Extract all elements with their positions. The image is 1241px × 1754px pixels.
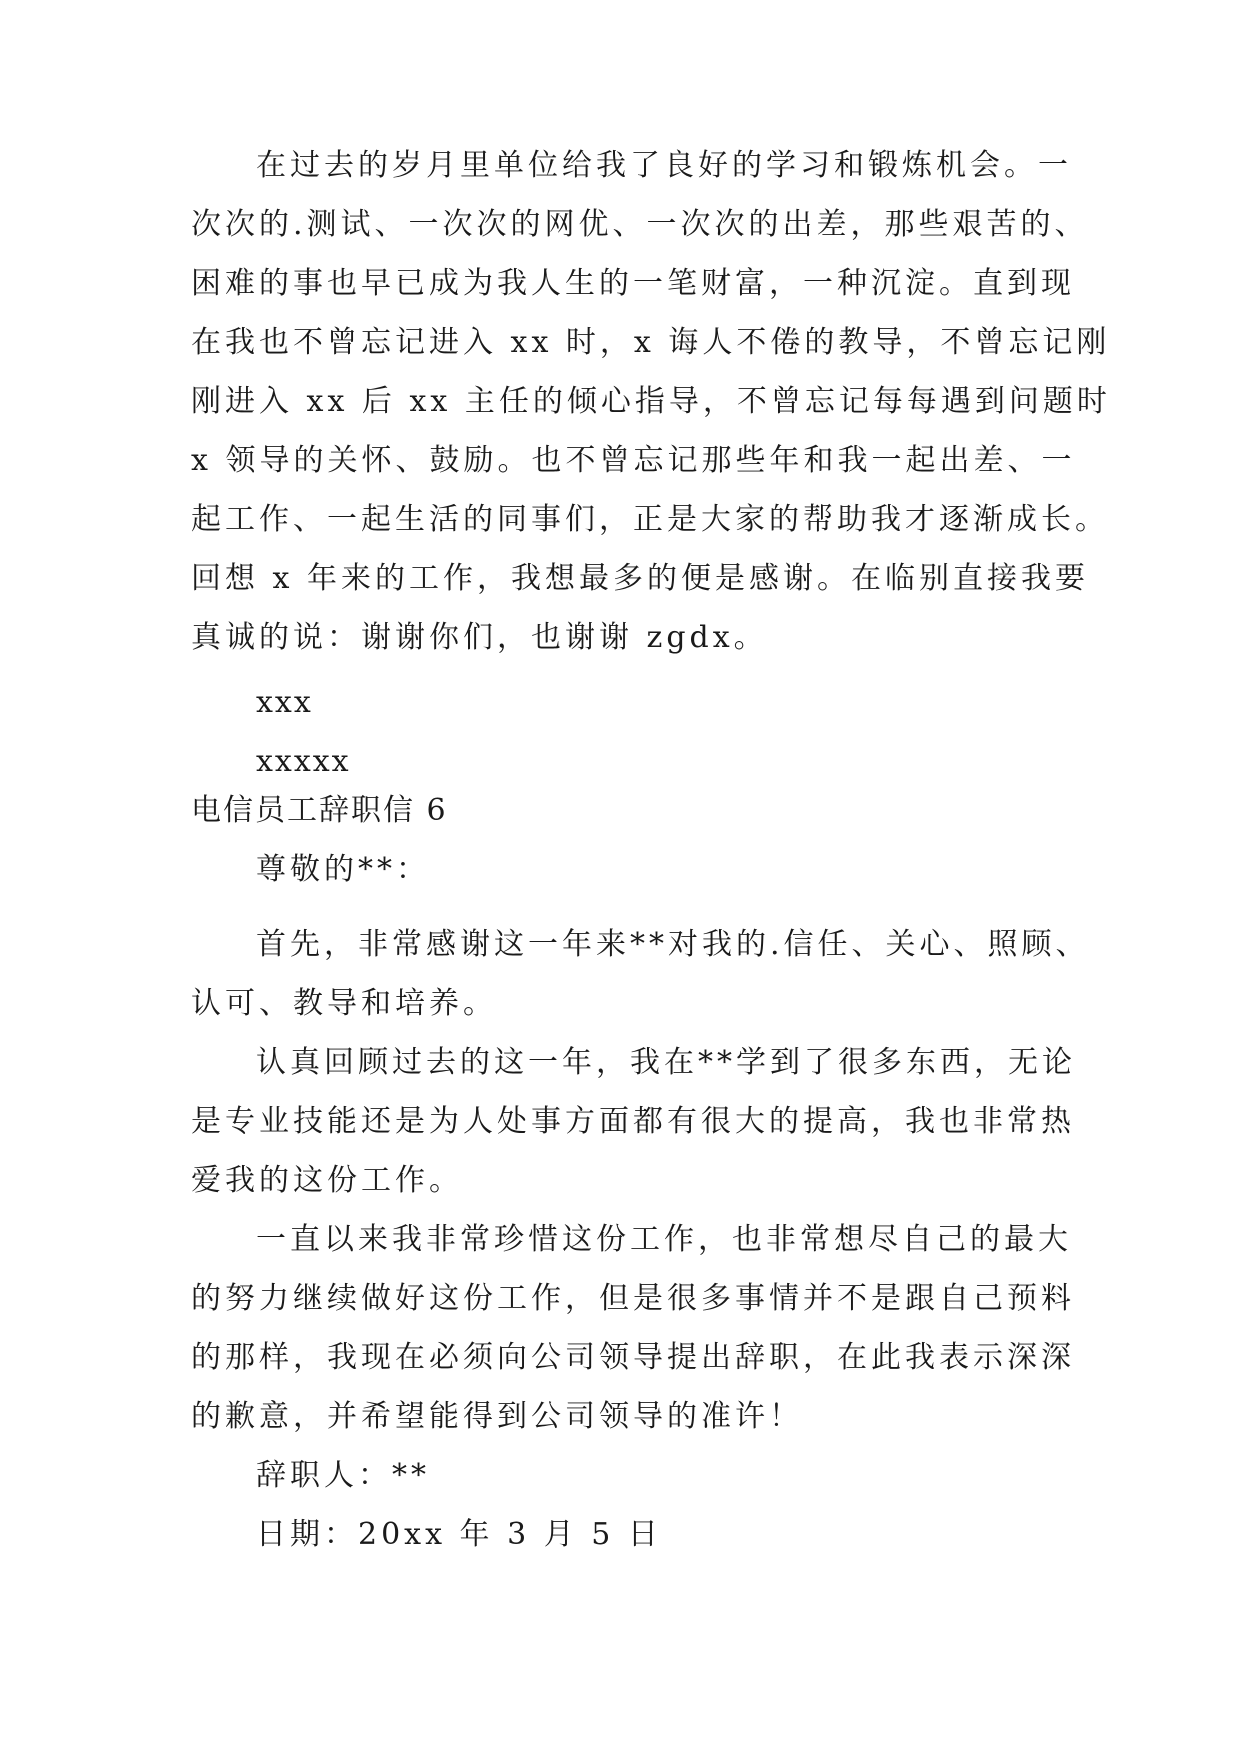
paragraph-1-line: 真诚的说：谢谢你们，也谢谢 zgdx。 <box>191 620 768 655</box>
paragraph-1-line: 困难的事也早已成为我人生的一笔财富，一种沉淀。直到现 <box>191 266 1075 301</box>
paragraph-1-line: 刚进入 xx 后 xx 主任的倾心指导，不曾忘记每每遇到问题时 <box>191 384 1111 419</box>
paragraph-1-line: x 领导的关怀、鼓励。也不曾忘记那些年和我一起出差、一 <box>191 443 1076 478</box>
paragraph-3-line: 认真回顾过去的这一年，我在**学到了很多东西，无论 <box>256 1045 1076 1080</box>
paragraph-2-line: 首先，非常感谢这一年来**对我的.信任、关心、照顾、 <box>256 927 1090 962</box>
salutation: 尊敬的**： <box>256 852 430 887</box>
paragraph-1-line: 起工作、一起生活的同事们，正是大家的帮助我才逐渐成长。 <box>191 502 1109 537</box>
paragraph-1-line: 在我也不曾忘记进入 xx 时，x 诲人不倦的教导，不曾忘记刚 <box>191 325 1111 360</box>
paragraph-4-line: 的努力继续做好这份工作，但是很多事情并不是跟自己预料 <box>191 1281 1075 1316</box>
signature-name: xxx <box>256 685 313 720</box>
paragraph-1-line: 在过去的岁月里单位给我了良好的学习和锻炼机会。一 <box>256 148 1072 183</box>
paragraph-2-line: 认可、教导和培养。 <box>191 986 497 1021</box>
paragraph-4-line: 一直以来我非常珍惜这份工作，也非常想尽自己的最大 <box>256 1222 1072 1257</box>
paragraph-1-line: 回想 x 年来的工作，我想最多的便是感谢。在临别直接我要 <box>191 561 1089 596</box>
paragraph-3-line: 是专业技能还是为人处事方面都有很大的提高，我也非常热 <box>191 1104 1075 1139</box>
resigner: 辞职人：** <box>256 1458 430 1493</box>
date: 日期：20xx 年 3 月 5 日 <box>256 1517 662 1552</box>
paragraph-1-line: 次次的.测试、一次次的网优、一次次的出差，那些艰苦的、 <box>191 207 1089 242</box>
paragraph-4-line: 的那样，我现在必须向公司领导提出辞职，在此我表示深深 <box>191 1340 1075 1375</box>
paragraph-3-line: 爱我的这份工作。 <box>191 1163 463 1198</box>
paragraph-4-line: 的歉意，并希望能得到公司领导的准许！ <box>191 1399 803 1434</box>
section-title: 电信员工辞职信 6 <box>191 793 448 828</box>
signature-date: xxxxx <box>256 744 351 779</box>
